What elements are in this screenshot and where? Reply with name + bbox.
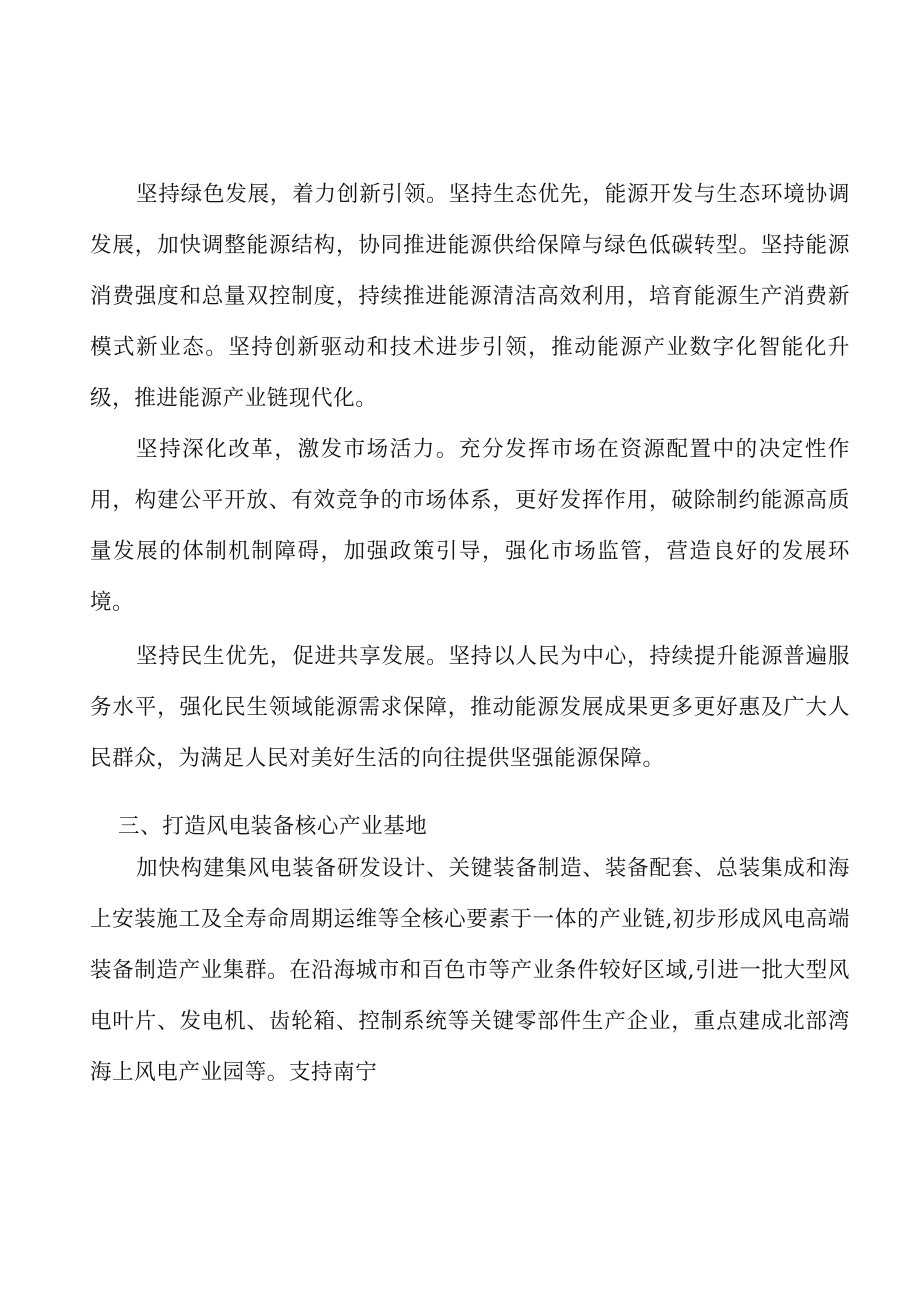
paragraph-livelihood-priority: 坚持民生优先，促进共享发展。坚持以人民为中心，持续提升能源普遍服务水平，强化民生领域能源需求保障，推动能源发展成果更多更好惠及广大人民群众，为满足人民对美好生活的向往提供坚强能源保障。 xyxy=(90,644,850,771)
paragraph-green-development: 坚持绿色发展，着力创新引领。坚持生态优先，能源开发与生态环境协调发展，加快调整能源结构，协同推进能源供给保障与绿色低碳转型。坚持能源消费强度和总量双控制度，持续推进能源清洁高效利用，培育能源生产消费新模式新业态。坚持创新驱动和技术进步引领，推动能源产业数字化智能化升级，推进能源产业链现代化。 xyxy=(90,182,850,411)
paragraph-wind-power-base: 加快构建集风电装备研发设计、关键装备制造、装备配套、总装集成和海上安装施工及全寿命周期运维等全核心要素于一体的产业链,初步形成风电高端装备制造产业集群。在沿海城市和百色市等产业条件较好区域,引进一批大型风电叶片、发电机、齿轮箱、控制系统等关键零部件生产企业，重点建成北部湾海上风电产业园等。支持南宁 xyxy=(90,856,850,1085)
paragraph-deepen-reform: 坚持深化改革，激发市场活力。充分发挥市场在资源配置中的决定性作用，构建公平开放、有效竞争的市场体系，更好发挥作用，破除制约能源高质量发展的体制机制障碍，加强政策引导，强化市场监管，营造良好的发展环境。 xyxy=(90,437,850,615)
section-heading: 三、打造风电装备核心产业基地 xyxy=(118,814,428,839)
